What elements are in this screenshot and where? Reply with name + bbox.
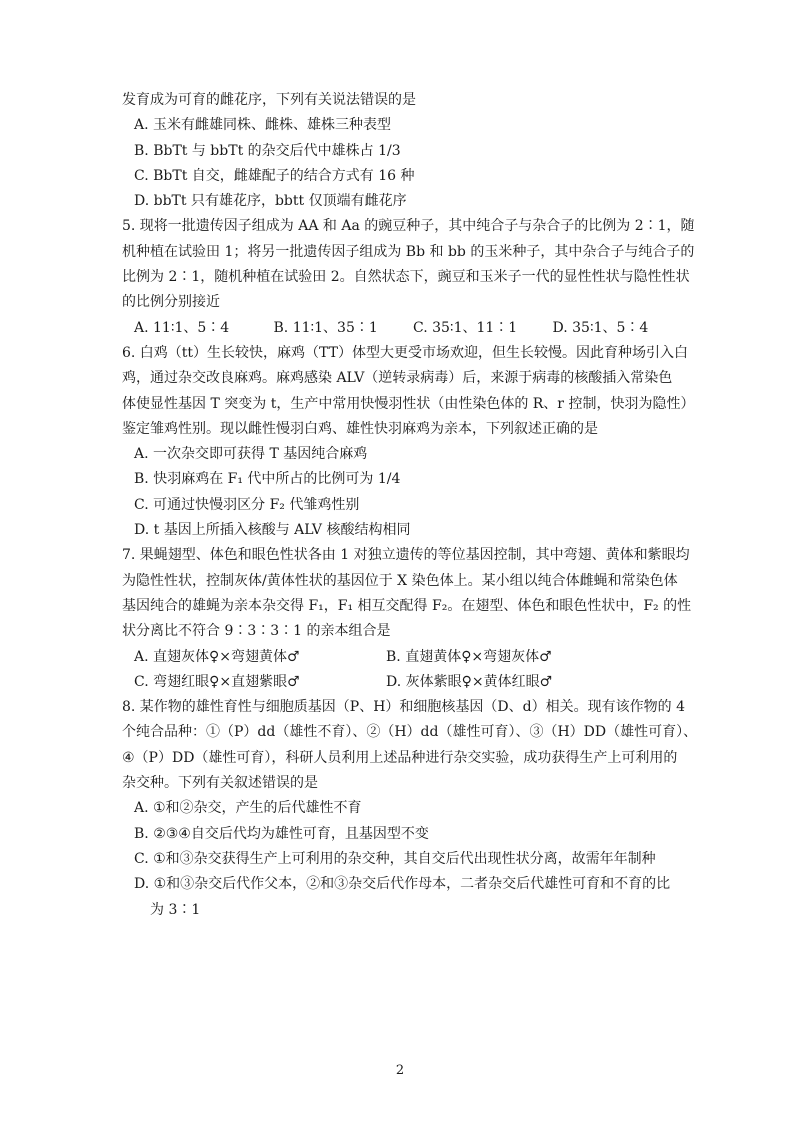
answer-option: C. ①和③杂交获得生产上可利用的杂交种，其自交后代出现性状分离，故需年年制种 bbox=[134, 850, 656, 867]
answer-option: C. 可通过快慢羽区分 F₂ 代雏鸡性别 bbox=[134, 496, 360, 513]
question-text-line: 体使显性基因 T 突变为 t，生产中常用快慢羽性状（由性染色体的 R、r 控制，快羽为隐性） bbox=[122, 395, 695, 412]
question-text-line: 状分离比不符合 9∶3∶3∶1 的亲本组合是 bbox=[122, 623, 391, 640]
answer-option: B. 快羽麻鸡在 F₁ 代中所占的比例可为 1/4 bbox=[134, 471, 401, 488]
answer-option: D. bbTt 只有雄花序，bbtt 仅顶端有雌花序 bbox=[134, 193, 407, 210]
question-text-line: 基因纯合的雄蝇为亲本杂交得 F₁，F₁ 相互交配得 F₂。在翅型、体色和眼色性状中，F₂ 的性 bbox=[122, 597, 692, 614]
answer-option: B. ②③④自交后代均为雄性可育，且基因型不变 bbox=[134, 825, 429, 842]
answer-option: D. t 基因上所插入核酸与 ALV 核酸结构相同 bbox=[134, 522, 411, 539]
question-text-line: 鸡，通过杂交改良麻鸡。麻鸡感染 ALV（逆转录病毒）后，来源于病毒的核酸插入常染色 bbox=[122, 370, 673, 387]
answer-option: A. ①和②杂交，产生的后代雄性不育 bbox=[134, 800, 362, 817]
question-text-line: 比例为 2∶1，随机种植在试验田 2。自然状态下，豌豆和玉米子一代的显性性状与隐性性状 bbox=[122, 269, 690, 286]
answer-option: A. 11∶1、5∶4 bbox=[134, 319, 230, 336]
answer-option: A. 一次杂交即可获得 T 基因纯合麻鸡 bbox=[134, 446, 368, 463]
page-content bbox=[122, 88, 698, 923]
page-number: 2 bbox=[395, 1063, 405, 1078]
answer-option: C. 35∶1、11∶1 bbox=[413, 319, 518, 336]
answer-option: C. BbTt 自交，雌雄配子的结合方式有 16 种 bbox=[134, 167, 415, 184]
question-text-line: 6. 白鸡（tt）生长较快，麻鸡（TT）体型大更受市场欢迎，但生长较慢。因此育种场引入白 bbox=[122, 344, 688, 361]
question-text-line: 个纯合品种：①（P）dd（雄性不育）、②（H）dd（雄性可育）、③（H）DD（雄性可育）、 bbox=[122, 724, 698, 741]
answer-option: C. 弯翅红眼♀×直翅紫眼♂ bbox=[134, 673, 300, 690]
answer-option: D. 35∶1、5∶4 bbox=[552, 319, 649, 336]
question-text-line: 鉴定雏鸡性别。现以雌性慢羽白鸡、雄性快羽麻鸡为亲本，下列叙述正确的是 bbox=[122, 420, 598, 437]
answer-option: B. BbTt 与 bbTt 的杂交后代中雄株占 1/3 bbox=[134, 142, 401, 159]
question-text-line: 的比例分别接近 bbox=[122, 294, 220, 311]
answer-option: A. 直翅灰体♀×弯翅黄体♂ bbox=[134, 648, 300, 665]
answer-option: B. 直翅黄体♀×弯翅灰体♂ bbox=[386, 648, 552, 665]
answer-option: D. 灰体紫眼♀×黄体红眼♂ bbox=[386, 673, 553, 690]
question-text-line: 杂交种。下列有关叙述错误的是 bbox=[122, 775, 318, 792]
option-row bbox=[122, 670, 692, 695]
answer-option: B. 11∶1、35∶1 bbox=[273, 319, 378, 336]
question-text-line: 8. 某作物的雄性育性与细胞质基因（P、H）和细胞核基因（D、d）相关。现有该作物的 4 bbox=[122, 699, 685, 716]
question-text-line: 7. 果蝇翅型、体色和眼色性状各由 1 对独立遗传的等位基因控制，其中弯翅、黄体和紫眼均 bbox=[122, 547, 690, 564]
question-text-line: ④（P）DD（雄性可育），科研人员利用上述品种进行杂交实验，成功获得生产上可利用的 bbox=[122, 749, 678, 766]
question-text-line: 5. 现将一批遗传因子组成为 AA 和 Aa 的豌豆种子，其中纯合子与杂合子的比例为 2∶1，随 bbox=[122, 218, 695, 235]
option-row bbox=[122, 645, 692, 670]
option-row bbox=[122, 316, 692, 341]
question-text-line: 发育成为可育的雌花序，下列有关说法错误的是 bbox=[122, 92, 416, 108]
answer-option: A. 玉米有雌雄同株、雌株、雄株三种表型 bbox=[134, 117, 392, 134]
question-text-line: 机种植在试验田 1；将另一批遗传因子组成为 Bb 和 bb 的玉米种子，其中杂合子与纯合子的 bbox=[122, 243, 695, 260]
answer-option: 为 3∶1 bbox=[150, 901, 201, 918]
answer-option: D. ①和③杂交后代作父本，②和③杂交后代作母本，二者杂交后代雄性可育和不育的比 bbox=[134, 876, 671, 893]
question-text-line: 为隐性性状，控制灰体/黄体性状的基因位于 X 染色体上。某小组以纯合体雌蝇和常染色体 bbox=[122, 572, 678, 589]
